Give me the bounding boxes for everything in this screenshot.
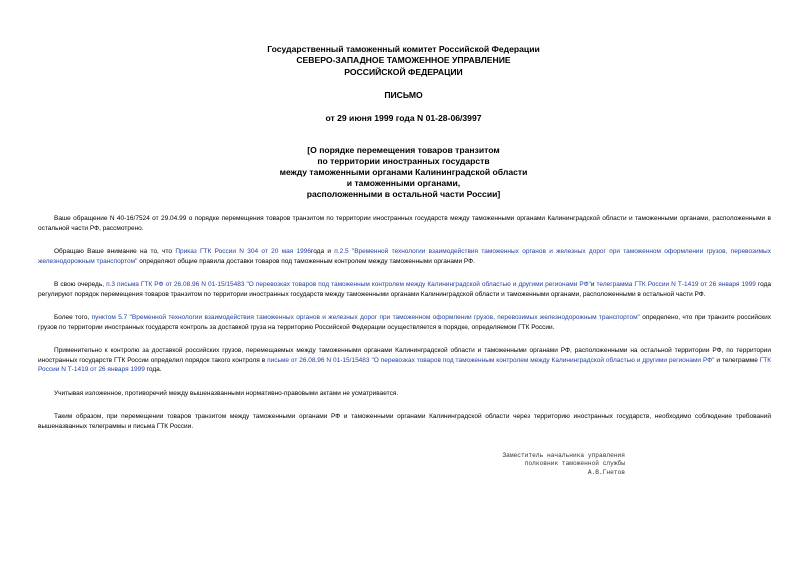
title-line: расположенными в остальной части России] xyxy=(306,189,501,199)
doc-type: ПИСЬМО xyxy=(384,89,423,100)
text-span: года регулируют порядок перемещения товаров транзитом по территории иностранных государств между таможенными органами Калининградской области и таможенными органами, расположенными в остальной части РФ. xyxy=(38,281,772,298)
text-span: и телеграмме xyxy=(714,356,760,364)
telegram-t1419-link[interactable]: телеграмма ГТК России N Т-1419 от 26 января 1999 xyxy=(596,281,756,288)
org-name-line-1: Государственный таможенный комитет Российской Федерации xyxy=(267,44,540,54)
order-304-link[interactable]: Приказ ГТК России N 304 от 20 мая 1996 xyxy=(175,248,311,255)
temporary-technology-5-7-link[interactable]: пунктом 5.7 "Временной технологии взаимодействия таможенных органов и железных дорог при таможенном оформлении грузов, перевозимых железнодорожным транспортом" xyxy=(91,314,640,321)
document-header xyxy=(0,44,807,124)
text-span: определено, что при транзите российских грузов по территории иностранных государств контроль за доставкой груза на территорию Российской Федерации осуществляется в порядке, определяемом ГТК России. xyxy=(38,314,771,331)
paragraph-2 xyxy=(38,247,771,266)
title-line: по территории иностранных государств xyxy=(317,156,490,166)
signature-name: А.В.Гнетов xyxy=(587,468,625,476)
letter-15483-link[interactable]: п.3 письма ГТК РФ от 26.08.96 N 01-15/15483 "О перевозках товаров под таможенным контролем между Калининградской областью и другими регионами РФ" xyxy=(106,281,591,288)
signature-position: Заместитель начальника управления xyxy=(502,452,625,459)
signature-block xyxy=(420,452,625,477)
paragraph-3 xyxy=(38,280,771,299)
paragraph-7: Таким образом, при перемещении товаров транзитом между таможенными органами РФ и таможенными органами Калининградской области через территорию иностранных государств, необходимо соблюдение требований вышеназванных телеграммы и письма ГТК России. xyxy=(38,413,771,430)
paragraph-6: Учитывая изложенное, противоречий между вышеназванными нормативно-правовыми актами не усматривается. xyxy=(54,389,399,397)
text-span: определяют общие правила доставки товаров под таможенным контролем между таможенными органами РФ. xyxy=(137,257,475,265)
signature-rank: полковник таможенной службы xyxy=(524,460,625,468)
text-span: Применительно к контролю за доставкой российских грузов, перемещаемых между таможенными органами Калининградской области и таможенными органами РФ, расположенными на остальной территории РФ, по территории иностранных государств ГТК России определил порядок такого контроля в xyxy=(38,347,771,364)
org-name-line-2: СЕВЕРО-ЗАПАДНОЕ ТАМОЖЕННОЕ УПРАВЛЕНИЕ xyxy=(296,55,511,66)
document-title xyxy=(0,145,807,200)
text-span: года и xyxy=(310,248,335,255)
text-span: и xyxy=(590,281,597,288)
text-span: В свою очередь, xyxy=(54,281,107,288)
paragraph-1: Ваше обращение N 40-16/7524 от 29.04.99 о порядке перемещения товаров транзитом по территории иностранных государств между таможенными органами Калининградской области и таможенными органами, расположенными в остальной части РФ, рассмотрено. xyxy=(38,215,771,232)
title-line: и таможенными органами, xyxy=(346,178,461,188)
title-line: между таможенными органами Калининградской области xyxy=(279,167,528,177)
text-span: Более того, xyxy=(54,314,92,321)
doc-date: от 29 июня 1999 года N 01-28-06/3997 xyxy=(325,113,482,124)
temporary-technology-2-5-link[interactable]: п.2.5 "Временной технологии взаимодействия таможенных органов и железных дорог при таможенном оформлении грузов, перевозимых железнодорожным транспортом" xyxy=(38,248,771,265)
text-span: Обращаю Ваше внимание на то, что xyxy=(54,248,176,255)
paragraph-4 xyxy=(38,313,771,332)
paragraph-5 xyxy=(38,346,771,375)
title-line: [О порядке перемещения товаров транзитом xyxy=(307,145,500,155)
telegram-t1419-link-2[interactable]: ГТК России N Т-1419 от 26 января 1999 xyxy=(38,356,771,373)
letter-15483-link-2[interactable]: письме от 26.08.96 N 01-15/15483 "О перевозках товаров под таможенным контролем между Калининградской областью и другими регионами РФ" xyxy=(267,356,715,364)
text-span: года. xyxy=(144,366,162,373)
document-body xyxy=(38,214,771,445)
org-name-line-3: РОССИЙСКОЙ ФЕДЕРАЦИИ xyxy=(344,66,463,77)
